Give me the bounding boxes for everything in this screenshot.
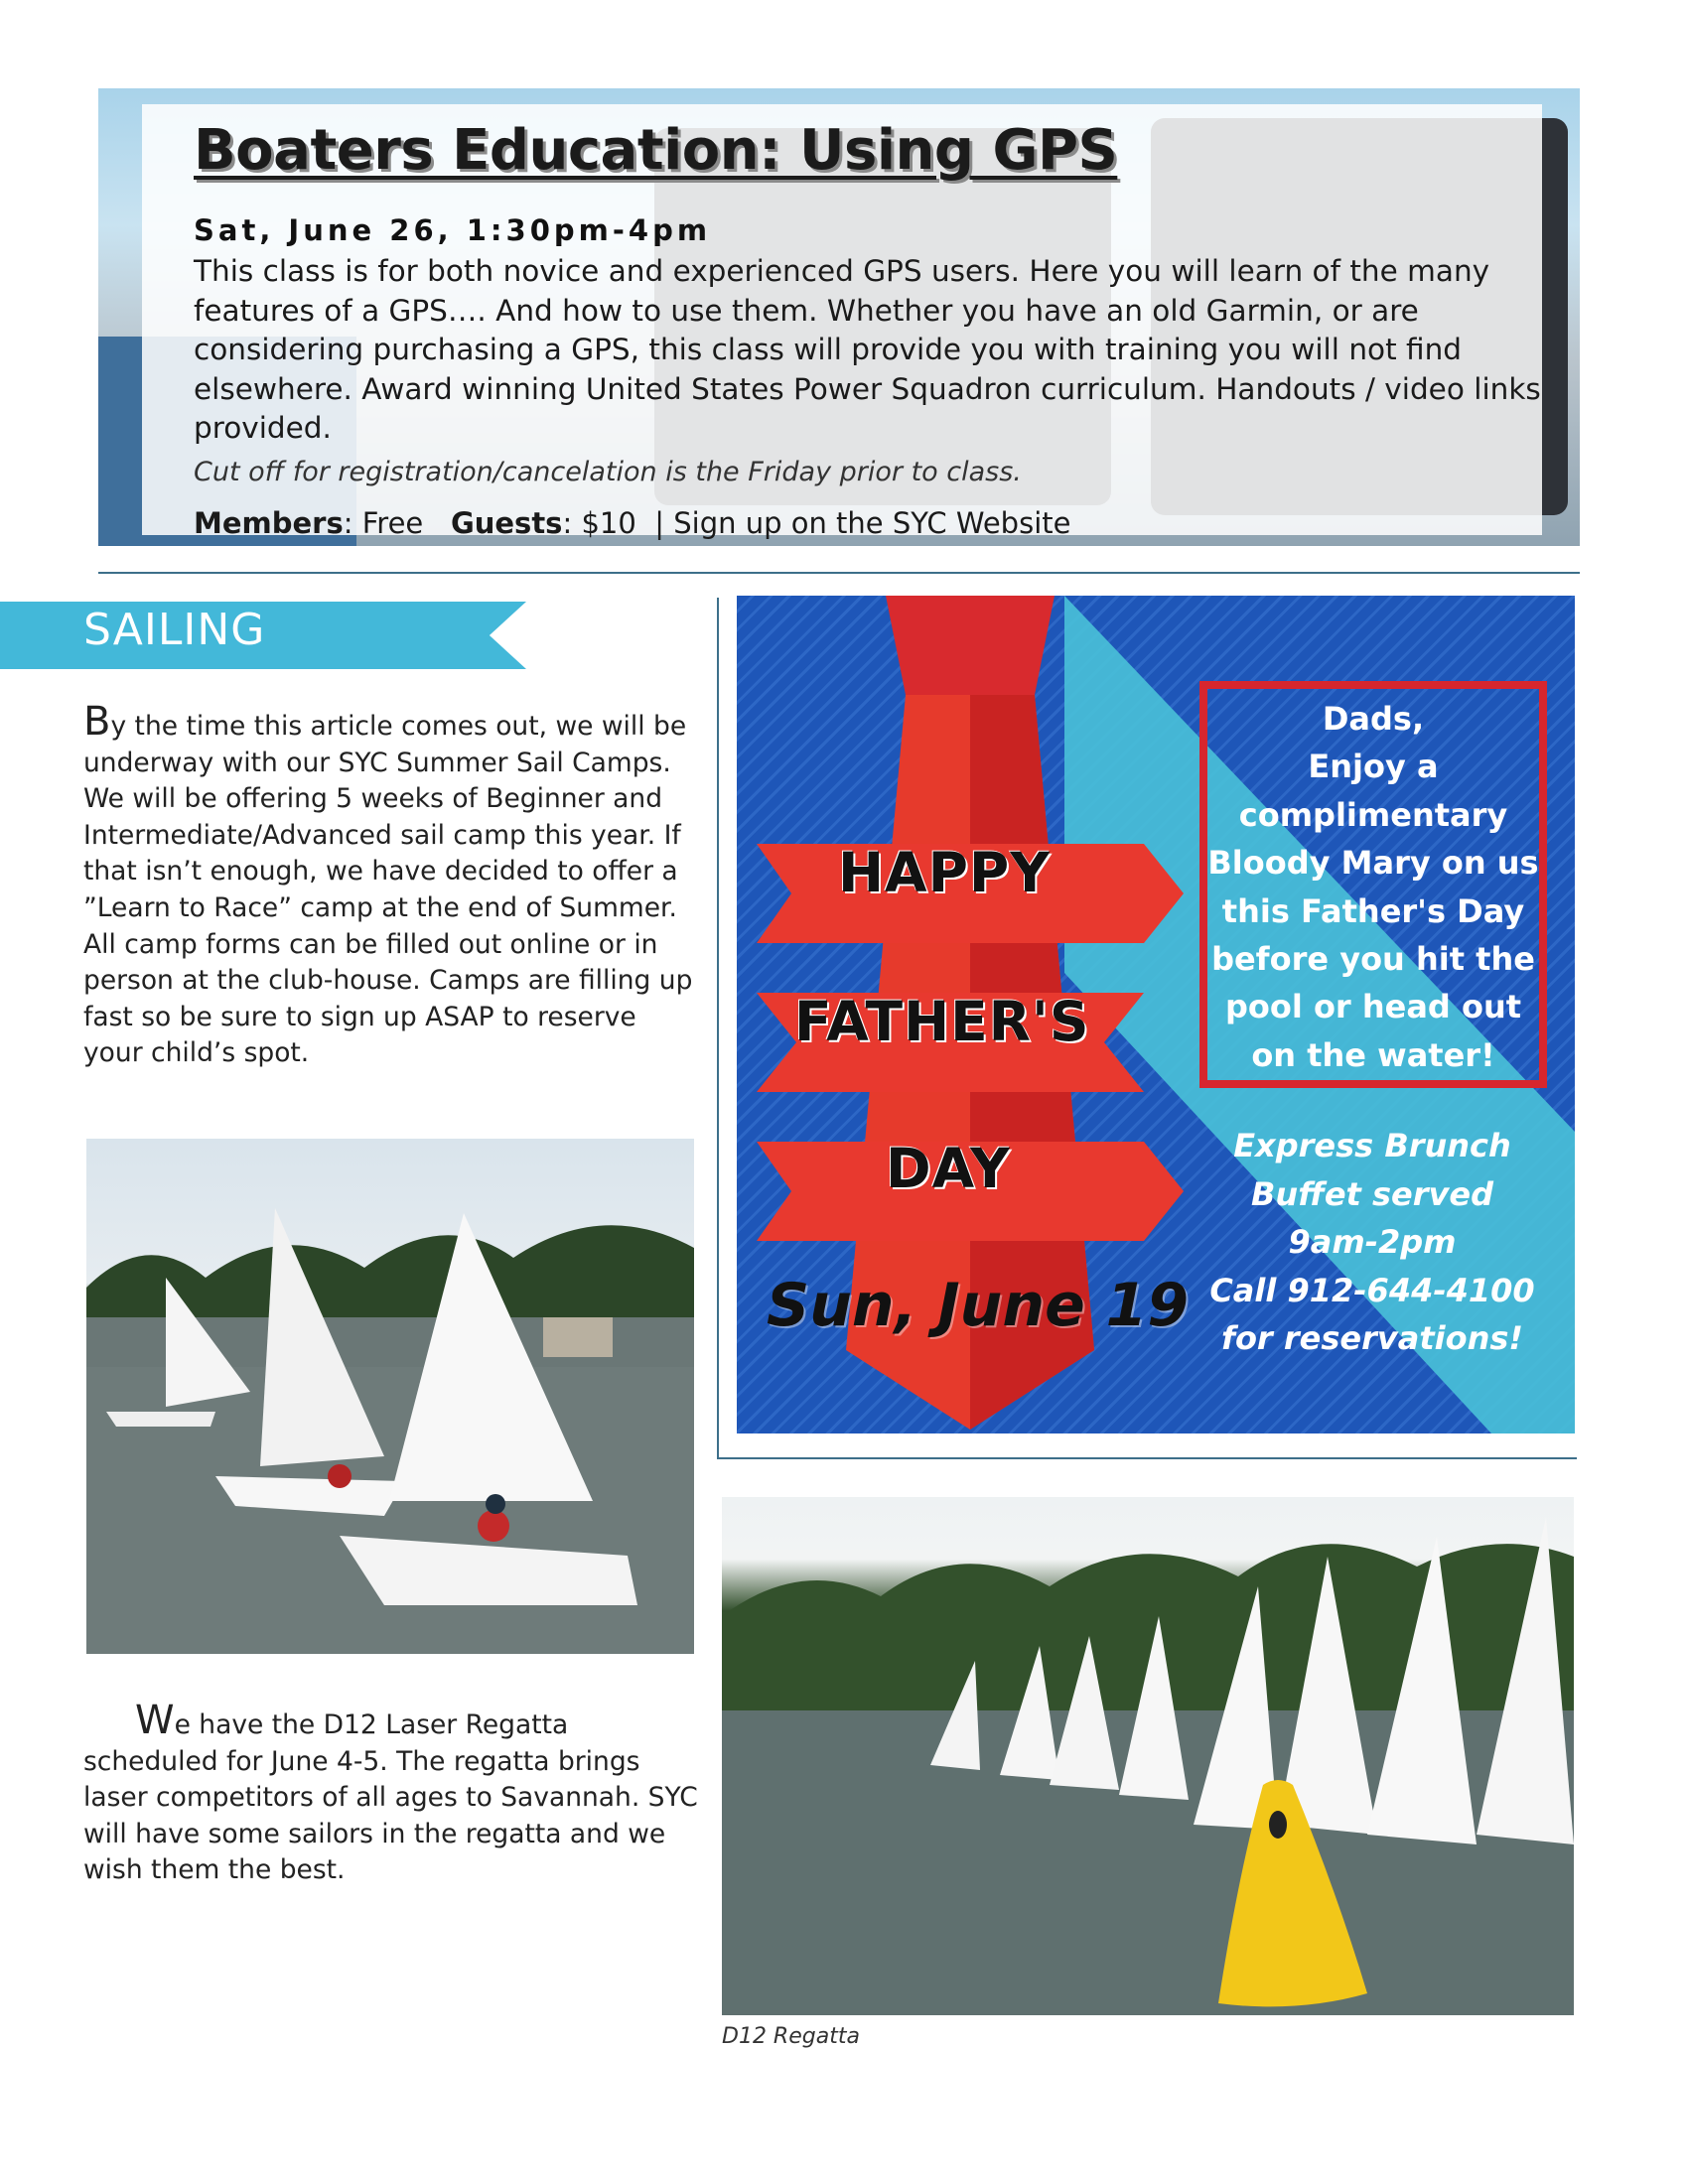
laser-regatta-article: [83, 1698, 699, 1889]
guests-price: : $10: [562, 506, 636, 540]
sail-camp-photo: [86, 1139, 694, 1654]
pricing-line: [194, 506, 1070, 540]
happy-text: HAPPY: [838, 841, 1052, 904]
education-title: Boaters Education: Using GPS: [194, 118, 1118, 183]
education-description: This class is for both novice and experienced GPS users. Here you will learn of the many features of a GPS…. And how to use them. Whether you have an old Garmin, or are considering purchasing a GPS, this class will provide you with training you will not find elsewhere. Award winning United States Power Squadron curriculum. Handouts / video links provided.: [194, 254, 1541, 445]
dropcap: B: [83, 699, 111, 745]
education-date: Sat, June 26, 1:30pm-4pm: [194, 213, 712, 247]
banner-text-panel: [142, 104, 1542, 540]
regatta-illustration: [722, 1497, 1574, 2015]
members-label: Members: [194, 506, 344, 540]
signup-text: | Sign up on the SYC Website: [654, 506, 1071, 540]
members-price: : Free: [343, 506, 424, 540]
registration-cutoff-note: Cut off for registration/cancelation is the Friday prior to class.: [194, 457, 1022, 487]
sailing-heading: SAILING: [83, 605, 266, 655]
offer-text: Dads, Enjoy a complimentary Bloody Mary on us this Father's Day before you hit the pool or head out on the water!: [1207, 700, 1539, 1074]
event-date: Sun, June 19: [767, 1271, 1190, 1340]
regatta-photo: [722, 1497, 1574, 2015]
section-divider: [98, 572, 1580, 574]
sail-camp-article: [83, 699, 699, 1072]
fathers-text: FATHER'S: [794, 990, 1090, 1053]
ad-frame-line: [717, 598, 719, 1459]
dropcap: W: [135, 1698, 175, 1743]
boaters-education-banner: [98, 88, 1580, 546]
guests-label: Guests: [450, 506, 563, 540]
article-body: y the time this article comes out, we will be underway with our SYC Summer Sail Camps. We will be offering 5 weeks of Beginner and Intermediate/Advanced sail camp this year. If that isn’t enough, we have decided to offer a ”Learn to Race” camp at the end of Summer. All camp forms can be filled out online or in person at the club-house. Camps are filling up fast so be sure to sign up ASAP to reserve your child’s spot.: [83, 711, 693, 1069]
fathers-day-ad: [737, 596, 1575, 1433]
day-text: DAY: [886, 1137, 1011, 1200]
brunch-text: Express Brunch Buffet served 9am-2pm Call 912-644-4100 for reservations!: [1209, 1127, 1535, 1357]
sailboats-illustration: [86, 1139, 694, 1654]
ad-frame-line: [717, 1457, 1577, 1459]
article-body: e have the D12 Laser Regatta scheduled for June 4-5. The regatta brings laser competitors of all ages to Savannah. SYC will have some sailors in the regatta and we wish them the best.: [83, 1709, 698, 1886]
regatta-caption: D12 Regatta: [722, 2024, 860, 2049]
